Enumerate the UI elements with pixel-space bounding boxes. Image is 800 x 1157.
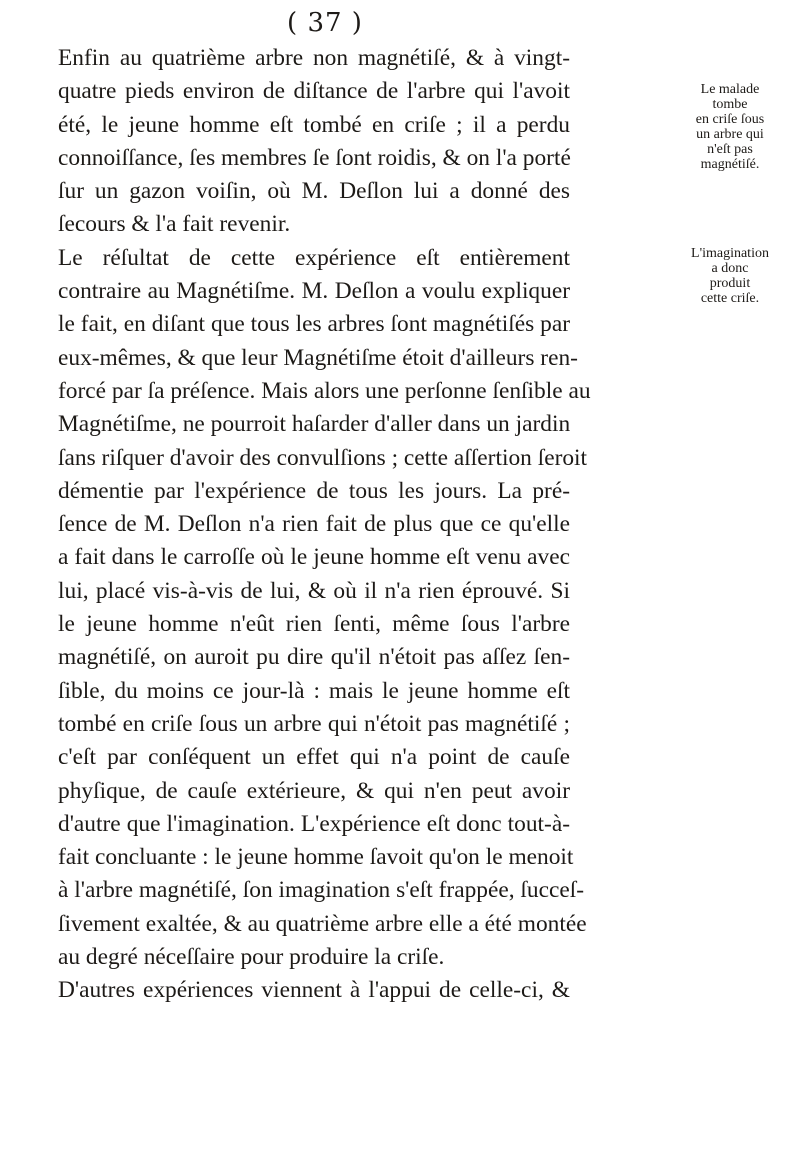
text-line: fait concluante : le jeune homme ſavoit qu'on le menoit <box>58 844 574 871</box>
main-text <box>58 42 591 1008</box>
text-line: quatre pieds environ de diſtance de l'arbre qui l'avoit <box>58 78 570 105</box>
margin-line: Le malade <box>700 82 760 97</box>
paragraph-1 <box>58 42 570 242</box>
margin-line: magnétiſé. <box>700 157 760 172</box>
text-line: ſans riſquer d'avoir des convulſions ; cette aſſertion ſeroit <box>58 444 588 471</box>
page-number: ( 37 ) <box>287 8 363 38</box>
text-line: contraire au Magnétiſme. M. Deſlon a voulu expliquer <box>58 278 570 305</box>
text-line: tombé en criſe ſous un arbre qui n'étoit pas magnétiſé ; <box>58 710 570 737</box>
paragraph-3 <box>58 974 570 1007</box>
marginal-note-1 <box>670 82 790 172</box>
text-line: lui, placé vis-à-vis de lui, & où il n'a rien éprouvé. Si <box>58 577 570 604</box>
text-line: a fait dans le carroſſe où le jeune homme eſt venu avec <box>58 544 570 571</box>
text-line: Enfin au quatrième arbre non magnétiſé, & à vingt- <box>58 45 570 71</box>
text-line: Magnétiſme, ne pourroit haſarder d'aller dans un jardin <box>58 411 571 438</box>
margin-line: en criſe ſous <box>695 112 765 127</box>
margin-line: n'eſt pas <box>707 142 753 157</box>
margin-line: a donc <box>711 261 749 276</box>
text-line: D'autres expériences viennent à l'appui de celle-ci, & <box>58 977 570 1004</box>
text-line: connoiſſance, ſes membres ſe ſont roidis, & on l'a porté <box>58 144 571 171</box>
text-line: ſivement exaltée, & au quatrième arbre elle a été montée <box>58 910 587 937</box>
margin-line: produit <box>709 276 751 291</box>
text-line: eux-mêmes, & que leur Magnétiſme étoit d'ailleurs ren- <box>58 344 578 371</box>
text-line: magnétiſé, on auroit pu dire qu'il n'étoit pas aſſez ſen- <box>58 644 570 671</box>
text-line: à l'arbre magnétiſé, ſon imagination s'eſt frappée, ſucceſ- <box>58 877 585 904</box>
text-line: ſence de M. Deſlon n'a rien fait de plus que ce qu'elle <box>58 511 570 538</box>
text-line: phyſique, de cauſe extérieure, & qui n'en peut avoir <box>58 777 570 804</box>
text-line: au degré néceſſaire pour produire la criſe. <box>58 944 445 971</box>
text-line: le jeune homme n'eût rien ſenti, même ſous l'arbre <box>58 611 570 638</box>
text-line: ſecours & l'a fait revenir. <box>58 211 291 238</box>
text-line: Le réſultat de cette expérience eſt entièrement <box>58 244 570 271</box>
text-line: forcé par ſa préſence. Mais alors une perſonne ſenſible au <box>58 377 591 404</box>
margin-line: cette criſe. <box>700 291 760 306</box>
margin-line: un arbre qui <box>696 127 764 142</box>
text-line: ſible, du moins ce jour-là : mais le jeune homme eſt <box>58 677 570 704</box>
paragraph-2 <box>58 242 591 975</box>
text-line: démentie par l'expérience de tous les jours. La pré- <box>58 477 570 504</box>
margin-line: L'imagination <box>691 246 769 261</box>
text-line: c'eſt par conſéquent un effet qui n'a point de cauſe <box>58 744 570 771</box>
text-line: ſur un gazon voiſin, où M. Deſlon lui a donné des <box>58 178 570 205</box>
margin-line: tombe <box>712 97 748 112</box>
text-line: d'autre que l'imagination. L'expérience eſt donc tout-à- <box>58 810 570 837</box>
text-line: le fait, en diſant que tous les arbres ſont magnétiſés par <box>58 311 570 338</box>
text-line: été, le jeune homme eſt tombé en criſe ; il a perdu <box>58 111 570 138</box>
marginal-note-2 <box>670 246 790 306</box>
